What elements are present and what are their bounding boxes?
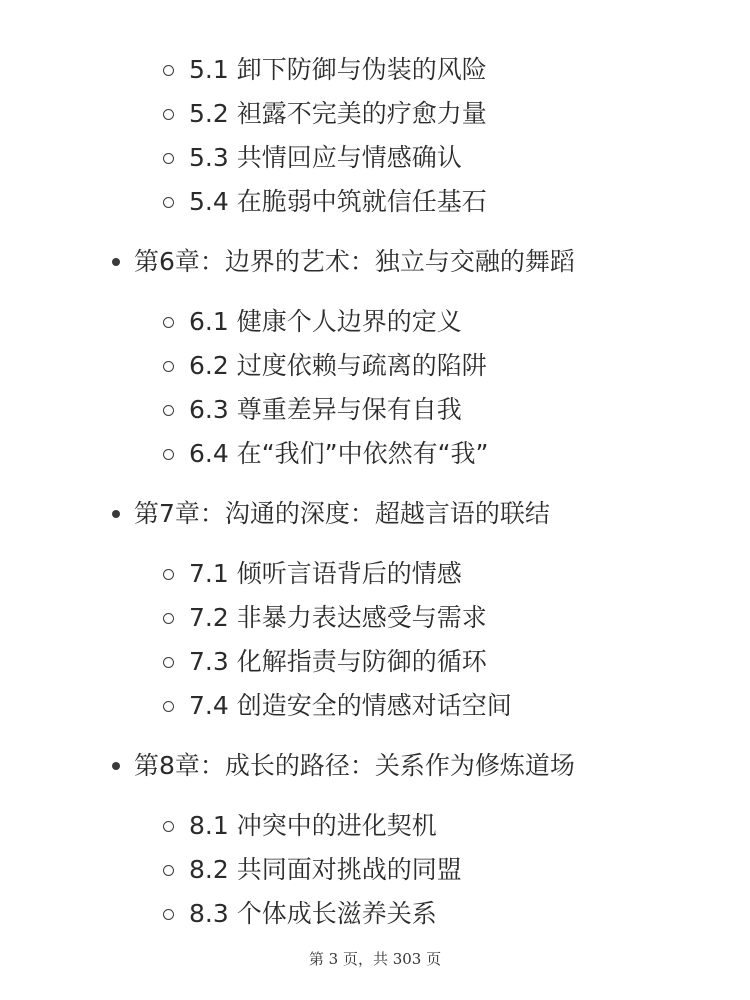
toc-chapter-8[interactable]	[0, 742, 750, 790]
filled-bullet-icon	[112, 762, 120, 770]
toc-item-8-1[interactable]	[0, 804, 750, 848]
hollow-bullet-icon	[163, 65, 174, 76]
table-of-contents	[0, 48, 750, 936]
toc-item-6-3[interactable]	[0, 388, 750, 432]
toc-chapter-label: 第8章：成长的路径：关系作为修炼道场	[134, 751, 575, 780]
hollow-bullet-icon	[163, 109, 174, 120]
hollow-bullet-icon	[163, 569, 174, 580]
hollow-bullet-icon	[163, 405, 174, 416]
toc-item-8-3[interactable]	[0, 892, 750, 936]
toc-item-7-1[interactable]	[0, 552, 750, 596]
toc-item-label: 8.2 共同面对挑战的同盟	[189, 855, 462, 884]
hollow-bullet-icon	[163, 613, 174, 624]
toc-item-7-4[interactable]	[0, 684, 750, 728]
toc-item-label: 6.2 过度依赖与疏离的陷阱	[189, 351, 487, 380]
hollow-bullet-icon	[163, 657, 174, 668]
hollow-bullet-icon	[163, 153, 174, 164]
toc-chapter-label: 第7章：沟通的深度：超越言语的联结	[134, 499, 550, 528]
toc-item-6-4[interactable]	[0, 432, 750, 476]
toc-item-label: 7.1 倾听言语背后的情感	[189, 559, 462, 588]
hollow-bullet-icon	[163, 317, 174, 328]
hollow-bullet-icon	[163, 701, 174, 712]
hollow-bullet-icon	[163, 361, 174, 372]
toc-item-label: 5.4 在脆弱中筑就信任基石	[189, 187, 487, 216]
filled-bullet-icon	[112, 510, 120, 518]
toc-item-label: 6.1 健康个人边界的定义	[189, 307, 462, 336]
toc-item-8-2[interactable]	[0, 848, 750, 892]
hollow-bullet-icon	[163, 449, 174, 460]
toc-item-5-3[interactable]	[0, 136, 750, 180]
toc-chapter-6[interactable]	[0, 238, 750, 286]
hollow-bullet-icon	[163, 821, 174, 832]
hollow-bullet-icon	[163, 865, 174, 876]
page-number-label: 第 3 页，共 303 页	[308, 950, 442, 968]
toc-item-label: 8.3 个体成长滋养关系	[189, 899, 437, 928]
toc-item-6-1[interactable]	[0, 300, 750, 344]
toc-item-7-3[interactable]	[0, 640, 750, 684]
toc-item-label: 7.4 创造安全的情感对话空间	[189, 691, 512, 720]
toc-item-label: 7.3 化解指责与防御的循环	[189, 647, 487, 676]
toc-chapter-7[interactable]	[0, 490, 750, 538]
toc-item-label: 8.1 冲突中的进化契机	[189, 811, 437, 840]
toc-item-label: 5.3 共情回应与情感确认	[189, 143, 462, 172]
toc-item-label: 6.3 尊重差异与保有自我	[189, 395, 462, 424]
toc-item-label: 7.2 非暴力表达感受与需求	[189, 603, 487, 632]
hollow-bullet-icon	[163, 197, 174, 208]
toc-item-label: 6.4 在“我们”中依然有“我”	[189, 439, 489, 468]
filled-bullet-icon	[112, 258, 120, 266]
page-footer	[0, 948, 750, 969]
toc-item-7-2[interactable]	[0, 596, 750, 640]
toc-item-5-4[interactable]	[0, 180, 750, 224]
toc-item-5-1[interactable]	[0, 48, 750, 92]
toc-chapter-label: 第6章：边界的艺术：独立与交融的舞蹈	[134, 247, 575, 276]
toc-item-5-2[interactable]	[0, 92, 750, 136]
toc-item-label: 5.1 卸下防御与伪装的风险	[189, 55, 487, 84]
hollow-bullet-icon	[163, 909, 174, 920]
toc-item-label: 5.2 袒露不完美的疗愈力量	[189, 99, 487, 128]
toc-item-6-2[interactable]	[0, 344, 750, 388]
